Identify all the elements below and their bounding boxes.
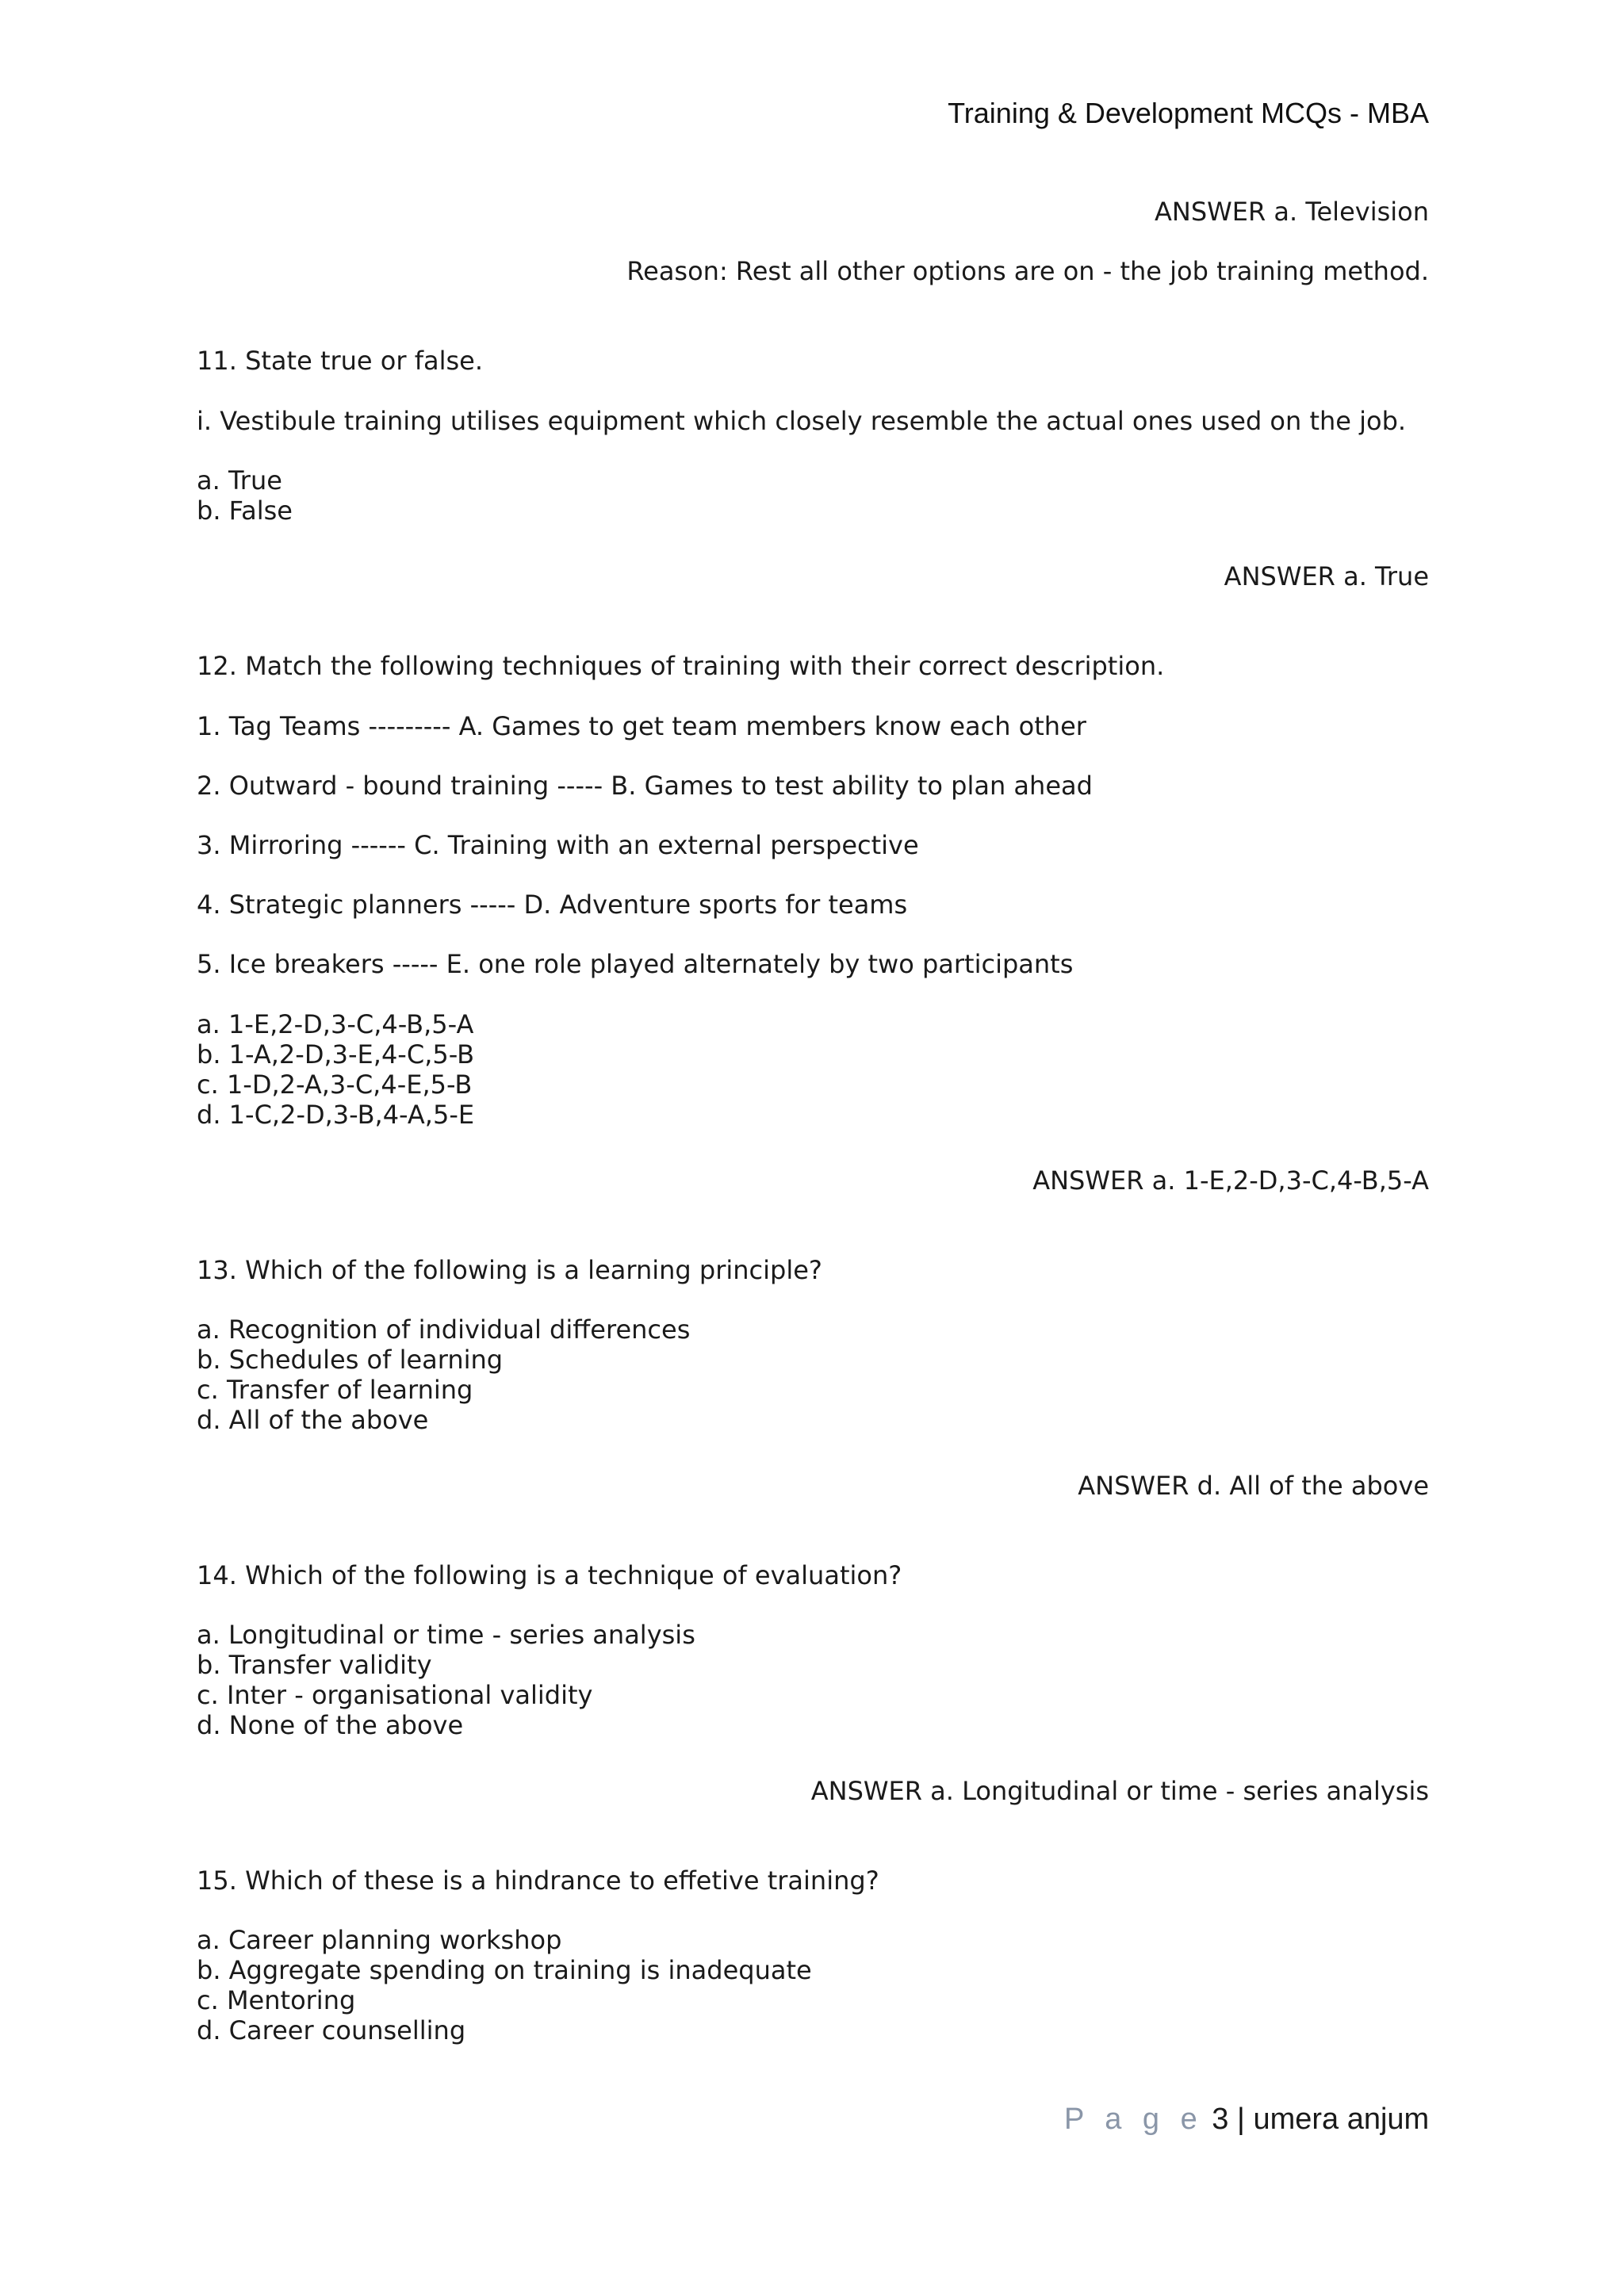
footer-author: umera anjum xyxy=(1253,2103,1430,2136)
option: d. All of the above xyxy=(197,1405,429,1435)
question-12: 12. Match the following techniques of training with their correct description. xyxy=(197,651,1165,681)
answer-q13: ANSWER d. All of the above xyxy=(1078,1471,1429,1501)
answer-q14: ANSWER a. Longitudinal or time - series analysis xyxy=(810,1776,1429,1806)
question-11: 11. State true or false. xyxy=(197,346,483,376)
question-11-statement: i. Vestibule training utilises equipment which closely resemble the actual ones used on the job. xyxy=(197,406,1407,436)
option: d. 1-C,2-D,3-B,4-A,5-E xyxy=(197,1100,475,1130)
question-15: 15. Which of these is a hindrance to effetive training? xyxy=(197,1866,879,1896)
option: c. 1-D,2-A,3-C,4-E,5-B xyxy=(197,1070,473,1100)
option: a. Recognition of individual differences xyxy=(197,1314,691,1345)
question-13: 13. Which of the following is a learning principle? xyxy=(197,1255,822,1285)
option: b. False xyxy=(197,496,293,526)
page-footer xyxy=(1064,2103,1429,2137)
option: a. Longitudinal or time - series analysis xyxy=(197,1620,695,1650)
match-pair: 1. Tag Teams --------- A. Games to get team members know each other xyxy=(197,711,1086,741)
option: a. True xyxy=(197,465,282,496)
match-pair: 3. Mirroring ------ C. Training with an external perspective xyxy=(197,830,919,860)
option: c. Mentoring xyxy=(197,1985,356,2015)
option: b. Transfer validity xyxy=(197,1650,432,1680)
question-14-options xyxy=(197,1620,695,1740)
option: d. None of the above xyxy=(197,1710,464,1740)
page-header-title: Training & Development MCQs - MBA xyxy=(948,97,1429,129)
option: a. 1-E,2-D,3-C,4-B,5-A xyxy=(197,1009,474,1039)
footer-separator: | xyxy=(1237,2103,1245,2136)
option: c. Inter - organisational validity xyxy=(197,1680,593,1710)
match-pair: 4. Strategic planners ----- D. Adventure sports for teams xyxy=(197,890,908,920)
answer-q12: ANSWER a. 1-E,2-D,3-C,4-B,5-A xyxy=(1032,1165,1429,1196)
option: c. Transfer of learning xyxy=(197,1375,473,1405)
option: a. Career planning workshop xyxy=(197,1925,562,1955)
reason-q10: Reason: Rest all other options are on - the job training method. xyxy=(626,256,1429,286)
question-12-options xyxy=(197,1009,474,1130)
question-15-options xyxy=(197,1925,812,2045)
page-label: P a g e xyxy=(1064,2103,1204,2136)
answer-q11: ANSWER a. True xyxy=(1224,561,1429,591)
page-number: 3 xyxy=(1212,2103,1229,2136)
match-pair: 2. Outward - bound training ----- B. Games to test ability to plan ahead xyxy=(197,771,1093,801)
option: d. Career counselling xyxy=(197,2015,466,2045)
question-13-options xyxy=(197,1314,690,1435)
answer-q10: ANSWER a. Television xyxy=(1155,197,1429,227)
option: b. Aggregate spending on training is inadequate xyxy=(197,1955,812,1985)
question-11-options xyxy=(197,465,293,526)
match-pair: 5. Ice breakers ----- E. one role played alternately by two participants xyxy=(197,949,1074,979)
question-14: 14. Which of the following is a technique of evaluation? xyxy=(197,1560,902,1590)
option: b. Schedules of learning xyxy=(197,1345,504,1375)
option: b. 1-A,2-D,3-E,4-C,5-B xyxy=(197,1039,475,1070)
